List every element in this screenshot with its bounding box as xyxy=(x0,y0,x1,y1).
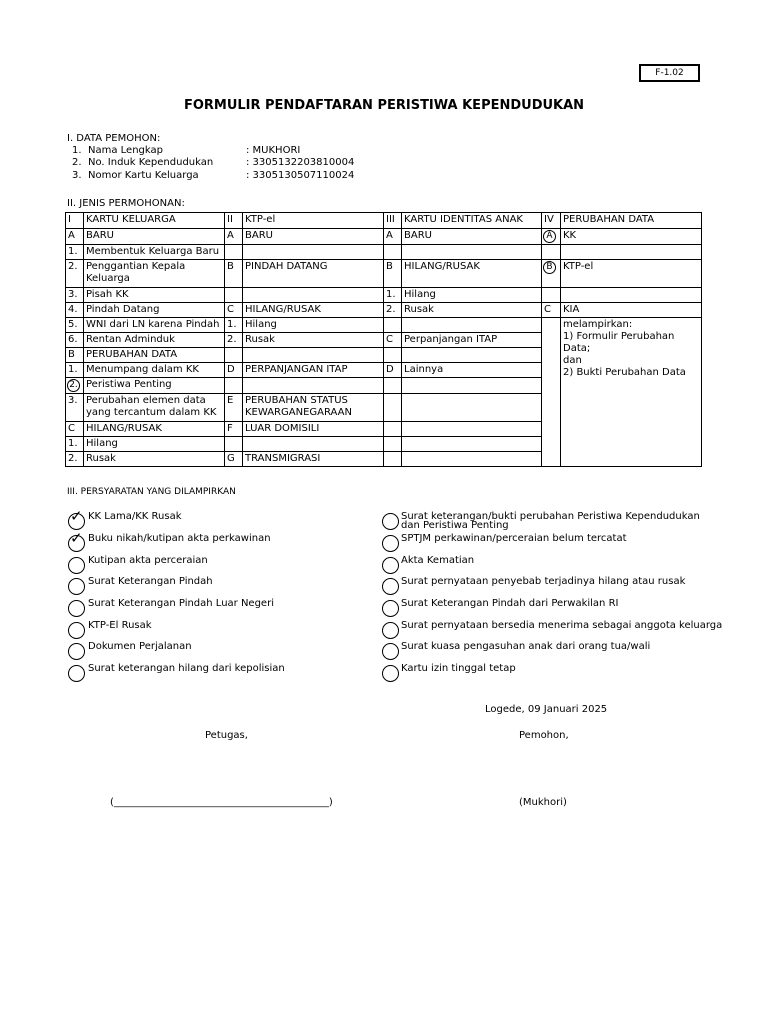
option-cell[interactable]: KIA xyxy=(561,303,702,318)
code-cell: 1. xyxy=(66,437,84,452)
name-label: Nama Lengkap xyxy=(88,145,163,156)
option-cell[interactable]: BARU xyxy=(243,229,384,245)
code-cell: A xyxy=(66,229,84,245)
officer-signature-line: (___________________________________________) xyxy=(110,797,333,808)
option-cell[interactable]: Rusak xyxy=(402,303,542,318)
code-cell-circled xyxy=(542,229,561,245)
requirement-checkbox[interactable] xyxy=(382,643,399,660)
requirement-label: Surat keterangan/bukti perubahan Peristiwa Kependudukan dan Peristiwa Penting xyxy=(401,511,700,531)
requirement-checkbox[interactable] xyxy=(68,600,85,617)
empty-cell xyxy=(225,348,243,363)
empty-cell xyxy=(402,378,542,394)
header-cell: KTP-el xyxy=(243,213,384,229)
option-cell[interactable]: Peristiwa Penting xyxy=(84,378,225,394)
applicant-label: Pemohon, xyxy=(519,730,569,741)
code-cell: 2. xyxy=(384,303,402,318)
empty-cell xyxy=(243,437,384,452)
requirement-label: Kutipan akta perceraian xyxy=(88,555,208,566)
code-cell-circled xyxy=(542,260,561,288)
empty-cell xyxy=(561,245,702,260)
form-code: F-1.02 xyxy=(639,64,700,82)
kk-value: : 3305130507110024 xyxy=(246,170,355,181)
option-cell[interactable]: PINDAH DATANG xyxy=(243,260,384,288)
requirement-label: Surat Keterangan Pindah xyxy=(88,576,213,587)
applicant-name: (Mukhori) xyxy=(519,797,567,808)
code-cell: B xyxy=(225,260,243,288)
option-cell[interactable]: HILANG/RUSAK xyxy=(243,303,384,318)
section1-heading: I. DATA PEMOHON: xyxy=(67,133,161,144)
code-cell: A xyxy=(384,229,402,245)
requirement-checkbox[interactable] xyxy=(382,578,399,595)
code-cell: 2. xyxy=(66,452,84,467)
kk-label: Nomor Kartu Keluarga xyxy=(88,170,199,181)
code-cell: 1. xyxy=(66,245,84,260)
code-cell: F xyxy=(225,422,243,437)
code-cell-circled xyxy=(66,378,84,394)
requirement-label: KK Lama/KK Rusak xyxy=(88,511,182,522)
option-cell[interactable]: HILANG/RUSAK xyxy=(402,260,542,288)
name-value: : MUKHORI xyxy=(246,145,301,156)
empty-cell xyxy=(243,348,384,363)
empty-cell xyxy=(243,245,384,260)
option-cell[interactable]: KK xyxy=(561,229,702,245)
code-cell: C xyxy=(66,422,84,437)
requirement-checkbox[interactable] xyxy=(68,557,85,574)
requirement-label: Dokumen Perjalanan xyxy=(88,641,192,652)
empty-cell xyxy=(384,348,402,363)
empty-cell xyxy=(402,422,542,437)
empty-cell xyxy=(542,288,561,303)
empty-cell xyxy=(384,437,402,452)
option-cell[interactable]: Perpanjangan ITAP xyxy=(402,333,542,348)
code-cell: C xyxy=(542,303,561,318)
attachment-line: dan xyxy=(563,355,582,366)
option-cell[interactable]: LUAR DOMISILI xyxy=(243,422,384,437)
header-cell: KARTU KELUARGA xyxy=(84,213,225,229)
place-date: Logede, 09 Januari 2025 xyxy=(485,704,608,715)
empty-cell xyxy=(243,288,384,303)
requirement-checkbox[interactable] xyxy=(68,507,85,530)
requirement-label: Surat keterangan hilang dari kepolisian xyxy=(88,663,285,674)
option-cell[interactable]: Rusak xyxy=(243,333,384,348)
row-num: 1. xyxy=(72,145,82,156)
attachment-note xyxy=(561,318,702,467)
option-cell[interactable]: WNI dari LN karena Pindah xyxy=(84,318,225,333)
empty-cell xyxy=(384,245,402,260)
empty-cell xyxy=(243,378,384,394)
attachment-line: 2) Bukti Perubahan Data xyxy=(563,367,686,378)
option-cell[interactable]: Pisah KK xyxy=(84,288,225,303)
requirement-checkbox[interactable] xyxy=(382,557,399,574)
empty-cell xyxy=(384,318,402,333)
code-cell: 6. xyxy=(66,333,84,348)
code-cell: 5. xyxy=(66,318,84,333)
code-cell: 2. xyxy=(225,333,243,348)
requirement-checkbox[interactable] xyxy=(68,622,85,639)
empty-cell xyxy=(402,245,542,260)
requirement-checkbox[interactable] xyxy=(382,513,399,530)
code-cell: C xyxy=(225,303,243,318)
empty-cell xyxy=(561,288,702,303)
circled-mark: B xyxy=(543,261,556,274)
empty-cell xyxy=(402,318,542,333)
page-title: FORMULIR PENDAFTARAN PERISTIWA KEPENDUDUKAN xyxy=(183,98,585,113)
option-cell[interactable]: PERUBAHAN STATUS KEWARGANEGARAAN xyxy=(243,394,384,422)
code-cell: A xyxy=(225,229,243,245)
empty-cell xyxy=(225,437,243,452)
empty-cell xyxy=(384,452,402,467)
check-icon: ✓ xyxy=(70,529,83,547)
option-cell[interactable]: Penggantian Kepala Keluarga xyxy=(84,260,225,288)
requirement-label: Surat Keterangan Pindah dari Perwakilan RI xyxy=(401,598,619,609)
requirement-checkbox[interactable] xyxy=(382,600,399,617)
requirement-label: Surat pernyataan penyebab terjadinya hilang atau rusak xyxy=(401,576,686,587)
header-cell: KARTU IDENTITAS ANAK xyxy=(402,213,542,229)
option-cell[interactable]: HILANG/RUSAK xyxy=(84,422,225,437)
code-cell: G xyxy=(225,452,243,467)
code-cell: 3. xyxy=(66,394,84,422)
requirement-checkbox[interactable] xyxy=(68,578,85,595)
section2-heading: II. JENIS PERMOHONAN: xyxy=(67,198,185,209)
option-cell[interactable]: Rentan Adminduk xyxy=(84,333,225,348)
empty-cell xyxy=(225,245,243,260)
empty-cell xyxy=(402,437,542,452)
nik-value: : 3305132203810004 xyxy=(246,157,355,168)
option-cell[interactable]: TRANSMIGRASI xyxy=(243,452,384,467)
code-cell: 1. xyxy=(66,363,84,378)
code-cell: B xyxy=(66,348,84,363)
code-cell: D xyxy=(225,363,243,378)
empty-cell xyxy=(402,452,542,467)
requirement-checkbox[interactable] xyxy=(382,535,399,552)
code-cell: 3. xyxy=(66,288,84,303)
code-cell: B xyxy=(384,260,402,288)
requirement-label: Akta Kematian xyxy=(401,555,475,566)
check-icon: ✓ xyxy=(70,507,83,525)
option-cell[interactable]: Rusak xyxy=(84,452,225,467)
requirement-label: Buku nikah/kutipan akta perkawinan xyxy=(88,533,271,544)
code-cell: 1. xyxy=(384,288,402,303)
requirement-label: Surat kuasa pengasuhan anak dari orang tua/wali xyxy=(401,641,651,652)
option-cell[interactable]: Pindah Datang xyxy=(84,303,225,318)
requirement-label: Surat pernyataan bersedia menerima sebagai anggota keluarga xyxy=(401,620,723,631)
empty-cell xyxy=(225,288,243,303)
option-cell[interactable]: PERPANJANGAN ITAP xyxy=(243,363,384,378)
option-cell[interactable]: Hilang xyxy=(243,318,384,333)
requirement-label: Surat Keterangan Pindah Luar Negeri xyxy=(88,598,274,609)
option-cell[interactable]: KTP-el xyxy=(561,260,702,288)
attachment-line: 1) Formulir Perubahan Data; xyxy=(563,331,675,354)
option-cell[interactable]: BARU xyxy=(84,229,225,245)
section3-heading: III. PERSYARATAN YANG DILAMPIRKAN xyxy=(67,487,236,497)
empty-cell xyxy=(402,348,542,363)
circled-mark: 2. xyxy=(67,379,80,392)
header-cell: I xyxy=(66,213,84,229)
empty-cell xyxy=(384,422,402,437)
requirement-checkbox[interactable] xyxy=(382,622,399,639)
option-cell[interactable]: BARU xyxy=(402,229,542,245)
option-cell[interactable]: Membentuk Keluarga Baru xyxy=(84,245,225,260)
code-cell: E xyxy=(225,394,243,422)
row-num: 2. xyxy=(72,157,82,168)
requirement-checkbox[interactable] xyxy=(68,665,85,682)
option-cell[interactable]: Hilang xyxy=(84,437,225,452)
requirement-checkbox[interactable] xyxy=(68,529,85,552)
requirement-label: KTP-El Rusak xyxy=(88,620,152,631)
header-cell: IV xyxy=(542,213,561,229)
code-cell: 4. xyxy=(66,303,84,318)
requirement-label: SPTJM perkawinan/perceraian belum tercatat xyxy=(401,533,627,544)
option-cell[interactable]: Lainnya xyxy=(402,363,542,378)
code-cell: 2. xyxy=(66,260,84,288)
empty-cell xyxy=(402,394,542,422)
requirement-checkbox[interactable] xyxy=(382,665,399,682)
code-cell: D xyxy=(384,363,402,378)
option-cell[interactable]: Hilang xyxy=(402,288,542,303)
header-cell: II xyxy=(225,213,243,229)
empty-cell xyxy=(542,245,561,260)
requirement-checkbox[interactable] xyxy=(68,643,85,660)
option-cell[interactable]: Menumpang dalam KK xyxy=(84,363,225,378)
empty-cell xyxy=(384,378,402,394)
empty-cell xyxy=(225,378,243,394)
option-cell[interactable]: PERUBAHAN DATA xyxy=(84,348,225,363)
circled-mark: A xyxy=(543,230,556,243)
empty-cell xyxy=(542,318,561,467)
code-cell: C xyxy=(384,333,402,348)
attachment-line: melampirkan: xyxy=(563,319,633,330)
requirement-label: Kartu izin tinggal tetap xyxy=(401,663,516,674)
empty-cell xyxy=(384,394,402,422)
header-cell: PERUBAHAN DATA xyxy=(561,213,702,229)
request-type-table xyxy=(65,212,702,467)
option-cell[interactable]: Perubahan elemen data yang tercantum dalam KK xyxy=(84,394,225,422)
code-cell: 1. xyxy=(225,318,243,333)
nik-label: No. Induk Kependudukan xyxy=(88,157,214,168)
header-cell: III xyxy=(384,213,402,229)
row-num: 3. xyxy=(72,170,82,181)
officer-label: Petugas, xyxy=(205,730,248,741)
